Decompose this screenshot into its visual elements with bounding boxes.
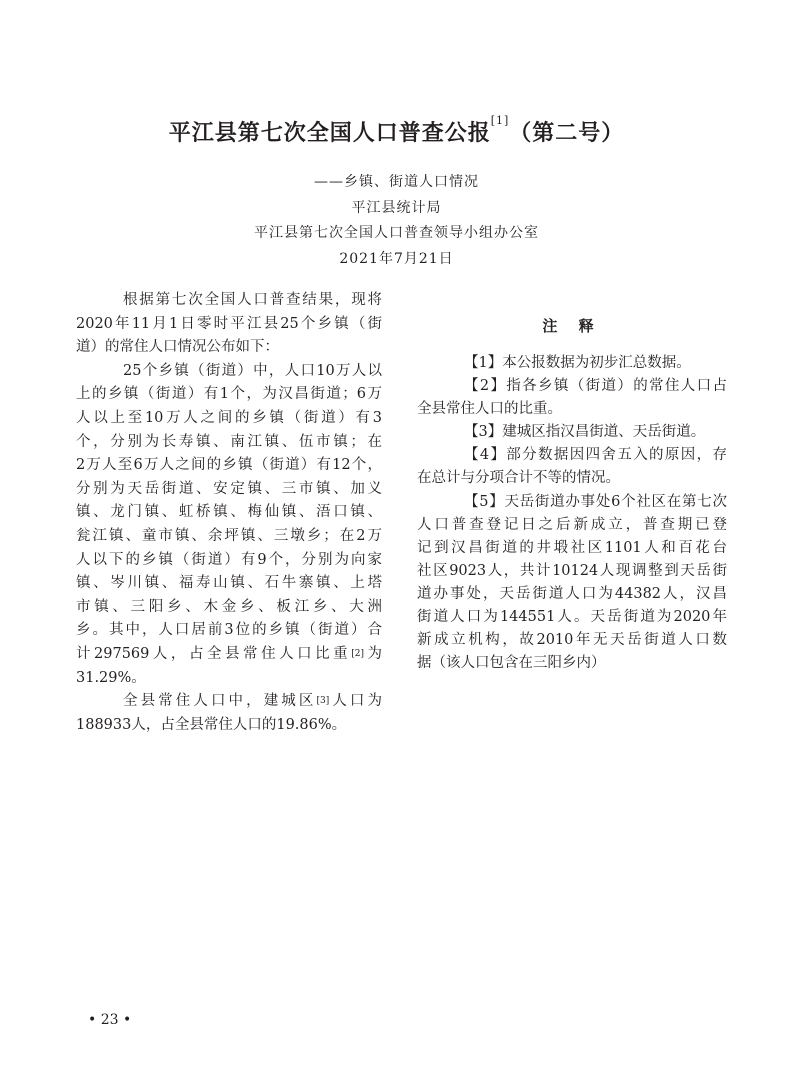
footnote-ref: [3] xyxy=(316,696,330,707)
issuer-bureau: 平江县统计局 xyxy=(351,200,442,216)
body-line: 人以下的乡镇（街道）有9个，分别为向家 xyxy=(76,551,382,568)
title-text: 平江县第七次全国人口普查公报 xyxy=(168,120,491,146)
body-line: 个，分别为长寿镇、南江镇、伍市镇；在 xyxy=(76,433,382,450)
body-line: 分别为天岳街道、安定镇、三市镇、加义 xyxy=(76,480,382,497)
note-line: 【2】指各乡镇（街道）的常住人口占 xyxy=(464,378,727,395)
publish-date: 2021年7月21日 xyxy=(339,251,454,267)
body-column xyxy=(76,289,382,737)
body-text: 人口为 xyxy=(329,693,383,710)
notes-heading: 注 释 xyxy=(542,317,602,335)
body-line: 31.29%。 xyxy=(76,669,146,686)
body-line xyxy=(76,643,382,667)
note-line: 人口普查登记日之后新成立，普查期已登 xyxy=(417,516,727,533)
title-suffix: （第二号） xyxy=(509,120,625,146)
body-line: 2万人至6万人之间的乡镇（街道）有12个， xyxy=(76,457,382,474)
body-line: 瓮江镇、童市镇、余坪镇、三墩乡；在2万 xyxy=(76,527,382,544)
body-text: 为 xyxy=(363,645,382,662)
body-line: 乡。其中，人口居前3位的乡镇（街道）合 xyxy=(76,622,382,639)
body-line: 2020年11月1日零时平江县25个乡镇（街 xyxy=(76,315,382,332)
note-line: 【5】天岳街道办事处6个社区在第七次 xyxy=(464,493,727,510)
footnote-ref: [2] xyxy=(351,648,364,659)
body-line xyxy=(76,690,382,714)
issuer-office: 平江县第七次全国人口普查领导小组办公室 xyxy=(254,225,539,241)
body-text: 全县常住人口中，建城区 xyxy=(123,693,317,710)
page-number: • 23 • xyxy=(88,1012,132,1028)
note-line: 新成立机构，故2010年无天岳街道人口数 xyxy=(417,632,727,649)
body-line: 道）的常住人口情况公布如下： xyxy=(76,339,279,356)
body-line: 上的乡镇（街道）有1个，为汉昌街道；6万 xyxy=(76,386,382,403)
body-text: 计297569人，占全县常住人口比重 xyxy=(76,645,352,662)
document-title xyxy=(0,116,793,147)
body-line: 镇、龙门镇、虹桥镇、梅仙镇、浯口镇、 xyxy=(76,504,382,521)
note-line: 社区9023人，共计10124人现调整到天岳街 xyxy=(417,562,727,579)
body-line: 根据第七次全国人口普查结果，现将 xyxy=(123,292,382,308)
body-line: 镇、岑川镇、福寿山镇、石牛寨镇、上塔 xyxy=(76,575,382,592)
notes-column xyxy=(417,352,727,675)
note-line: 街道人口为144551人。天岳街道为2020年 xyxy=(417,609,727,626)
note-line: 记到汉昌街道的井塅社区1101人和百花台 xyxy=(417,539,727,556)
subtitle: ——乡镇、街道人口情况 xyxy=(314,174,479,190)
note-line: 据（该人口包含在三阳乡内） xyxy=(417,655,606,672)
body-line: 人以上至10万人之间的乡镇（街道）有3 xyxy=(76,409,382,426)
note-line: 在总计与分项合计不等的情况。 xyxy=(417,470,620,487)
body-line: 市镇、三阳乡、木金乡、板江乡、大洲 xyxy=(76,598,382,615)
body-line: 188933人，占全县常住人口的19.86%。 xyxy=(76,716,347,733)
title-footnote-ref: [1] xyxy=(490,114,510,127)
note-line: 【1】本公报数据为初步汇总数据。 xyxy=(464,355,691,371)
note-line: 【3】建城区指汉昌街道、天岳街道。 xyxy=(464,424,706,441)
body-line: 25个乡镇（街道）中，人口10万人以 xyxy=(123,362,382,379)
note-line: 道办事处，天岳街道人口为44382人，汉昌 xyxy=(417,585,727,602)
note-line: 【4】部分数据因四舍五入的原因，存 xyxy=(464,447,727,464)
note-line: 全县常住人口的比重。 xyxy=(417,401,562,418)
